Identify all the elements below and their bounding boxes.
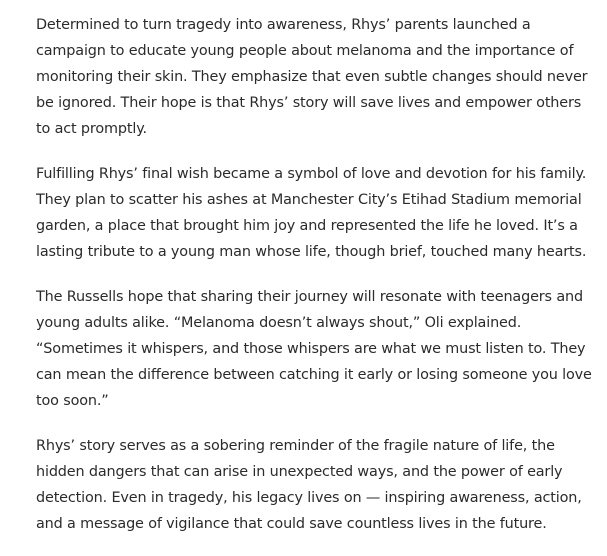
article-paragraph: The Russells hope that sharing their journey will resonate with teenagers and young adults alike. “Melanoma doesn’t always shout,” Oli explained. “Sometimes it whispers, and those whispers are what we must listen to. They can mean the difference between catching it early or losing someone you love too soon.” — [36, 289, 592, 409]
article-paragraph: Determined to turn tragedy into awareness, Rhys’ parents launched a campaign to educate young people about melanoma and the importance of monitoring their skin. They emphasize that even subtle changes should never be ignored. Their hope is that Rhys’ story will save lives and empower others to act promptly. — [36, 17, 588, 137]
article-paragraph: Fulfilling Rhys’ final wish became a symbol of love and devotion for his family. They plan to scatter his ashes at Manchester City’s Etihad Stadium memorial garden, a place that brought him joy and represented the life he loved. It’s a lasting tribute to a young man whose life, though brief, touched many hearts. — [36, 166, 587, 260]
article-paragraph: Rhys’ story serves as a sobering reminder of the fragile nature of life, the hidden dangers that can arise in unexpected ways, and the power of early detection. Even in tragedy, his legacy lives on — inspiring awareness, action, and a message of vigilance that could save countless lives in the future. — [36, 438, 582, 532]
article-body — [36, 12, 592, 556]
